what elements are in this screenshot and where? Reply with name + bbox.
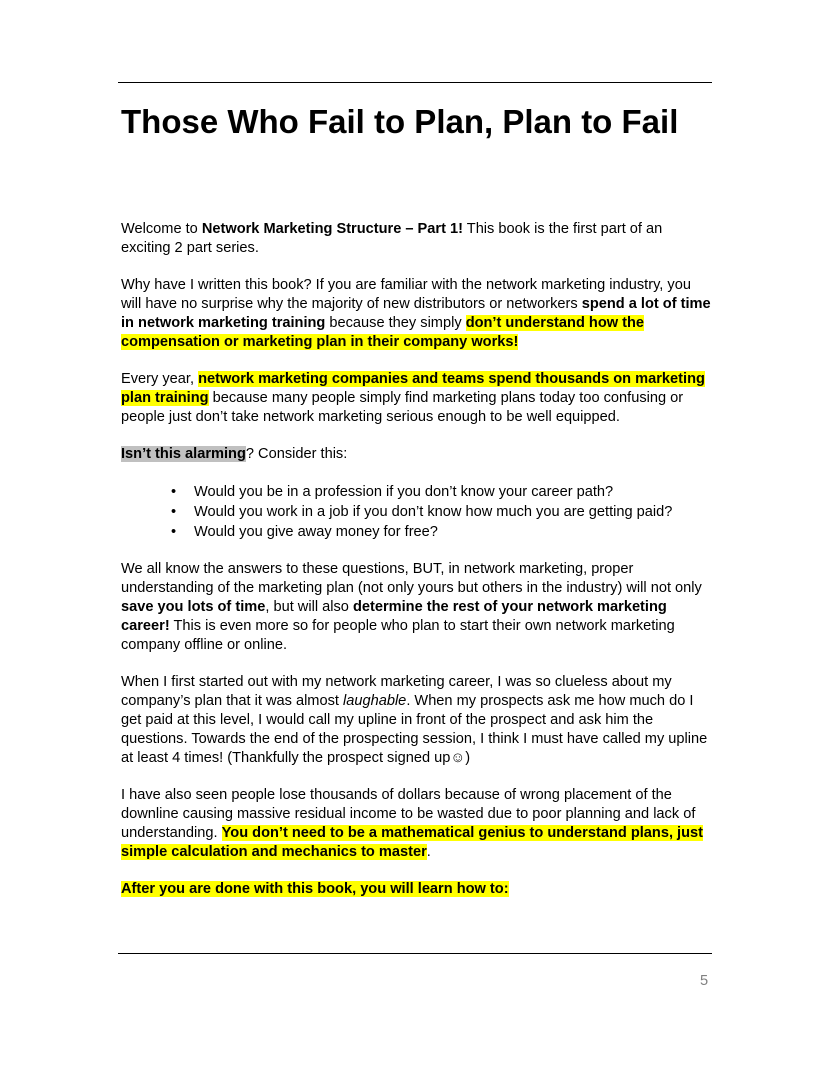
text-run: When I first started out with my network marketing career, I was so clueless about my company’s plan that it was almost (121, 674, 672, 709)
text-run: Welcome to (121, 221, 202, 237)
gray-highlighted-text: Isn’t this alarming (121, 446, 246, 462)
text-run: Why have I written this book? If you are familiar with the network marketing industry, you will have no surprise why the majority of new distributors or networkers (121, 277, 691, 312)
text-run: . (426, 844, 431, 860)
text-run: This book is the first part of an exciting 2 part series. (121, 221, 663, 256)
paragraph-first-started (121, 673, 711, 768)
page-number: 5 (700, 973, 709, 989)
list-item: • Would you work in a job if you don’t know how much you are getting paid? (194, 502, 711, 522)
highlighted-text: After you are done with this book, you will learn how to: (121, 881, 509, 897)
text-run: , but will also (265, 599, 353, 615)
list-item: • Would you be in a profession if you don’t know your career path? (194, 482, 711, 502)
text-run: Every year, (121, 371, 199, 387)
paragraph-learn-how (121, 880, 711, 899)
book-title-bold: Network Marketing Structure – Part 1! (201, 221, 463, 237)
italic-text: laughable (343, 693, 407, 709)
paragraph-alarming (121, 445, 711, 464)
paragraph-why (121, 276, 711, 352)
question-list (121, 482, 711, 542)
highlighted-text: You don’t need to be a mathematical genius to understand plans, just simple calculation and mechanics to master (121, 825, 704, 860)
text-run: . When my prospects ask me how much do I get paid at this level, I would call my upline in front of the prospect and ask him the questions. Towards the end of the prospecting session, I think I must have called my upline at least 4 times! (Thankfully the prospect signed up☺) (121, 693, 708, 766)
text-run: We all know the answers to these questions, BUT, in network marketing, proper understanding of the marketing plan (not only yours but others in the industry) will not only (121, 561, 702, 596)
text-run: I have also seen people lose thousands of dollars because of wrong placement of the downline causing massive residual income to be wasted due to poor planning and lack of understanding. (121, 787, 696, 841)
text-run: This is even more so for people who plan to start their own network marketing company offline or online. (121, 618, 675, 653)
paragraph-answers (121, 560, 711, 655)
text-run: because many people simply find marketing plans today too confusing or people just don’t take network marketing serious enough to be well equipped. (121, 390, 684, 425)
bold-text: save you lots of time (121, 599, 266, 615)
list-item: • Would you give away money for free? (194, 522, 711, 542)
header-rule (118, 82, 712, 83)
text-run: because they simply (325, 315, 466, 331)
paragraph-lose-thousands (121, 786, 711, 862)
paragraph-welcome (121, 220, 711, 258)
highlighted-text: network marketing companies and teams spend thousands on marketing plan training (121, 371, 705, 406)
highlighted-text: don’t understand how the compensation or marketing plan in their company works! (121, 315, 645, 350)
body-text (121, 220, 711, 917)
text-run: ? Consider this: (245, 446, 348, 462)
page-title: Those Who Fail to Plan, Plan to Fail (121, 103, 679, 140)
bold-text: determine the rest of your network marketing career! (121, 599, 667, 634)
paragraph-every-year (121, 370, 711, 427)
footer-rule (118, 953, 712, 954)
bold-text: spend a lot of time in network marketing training (121, 296, 711, 331)
